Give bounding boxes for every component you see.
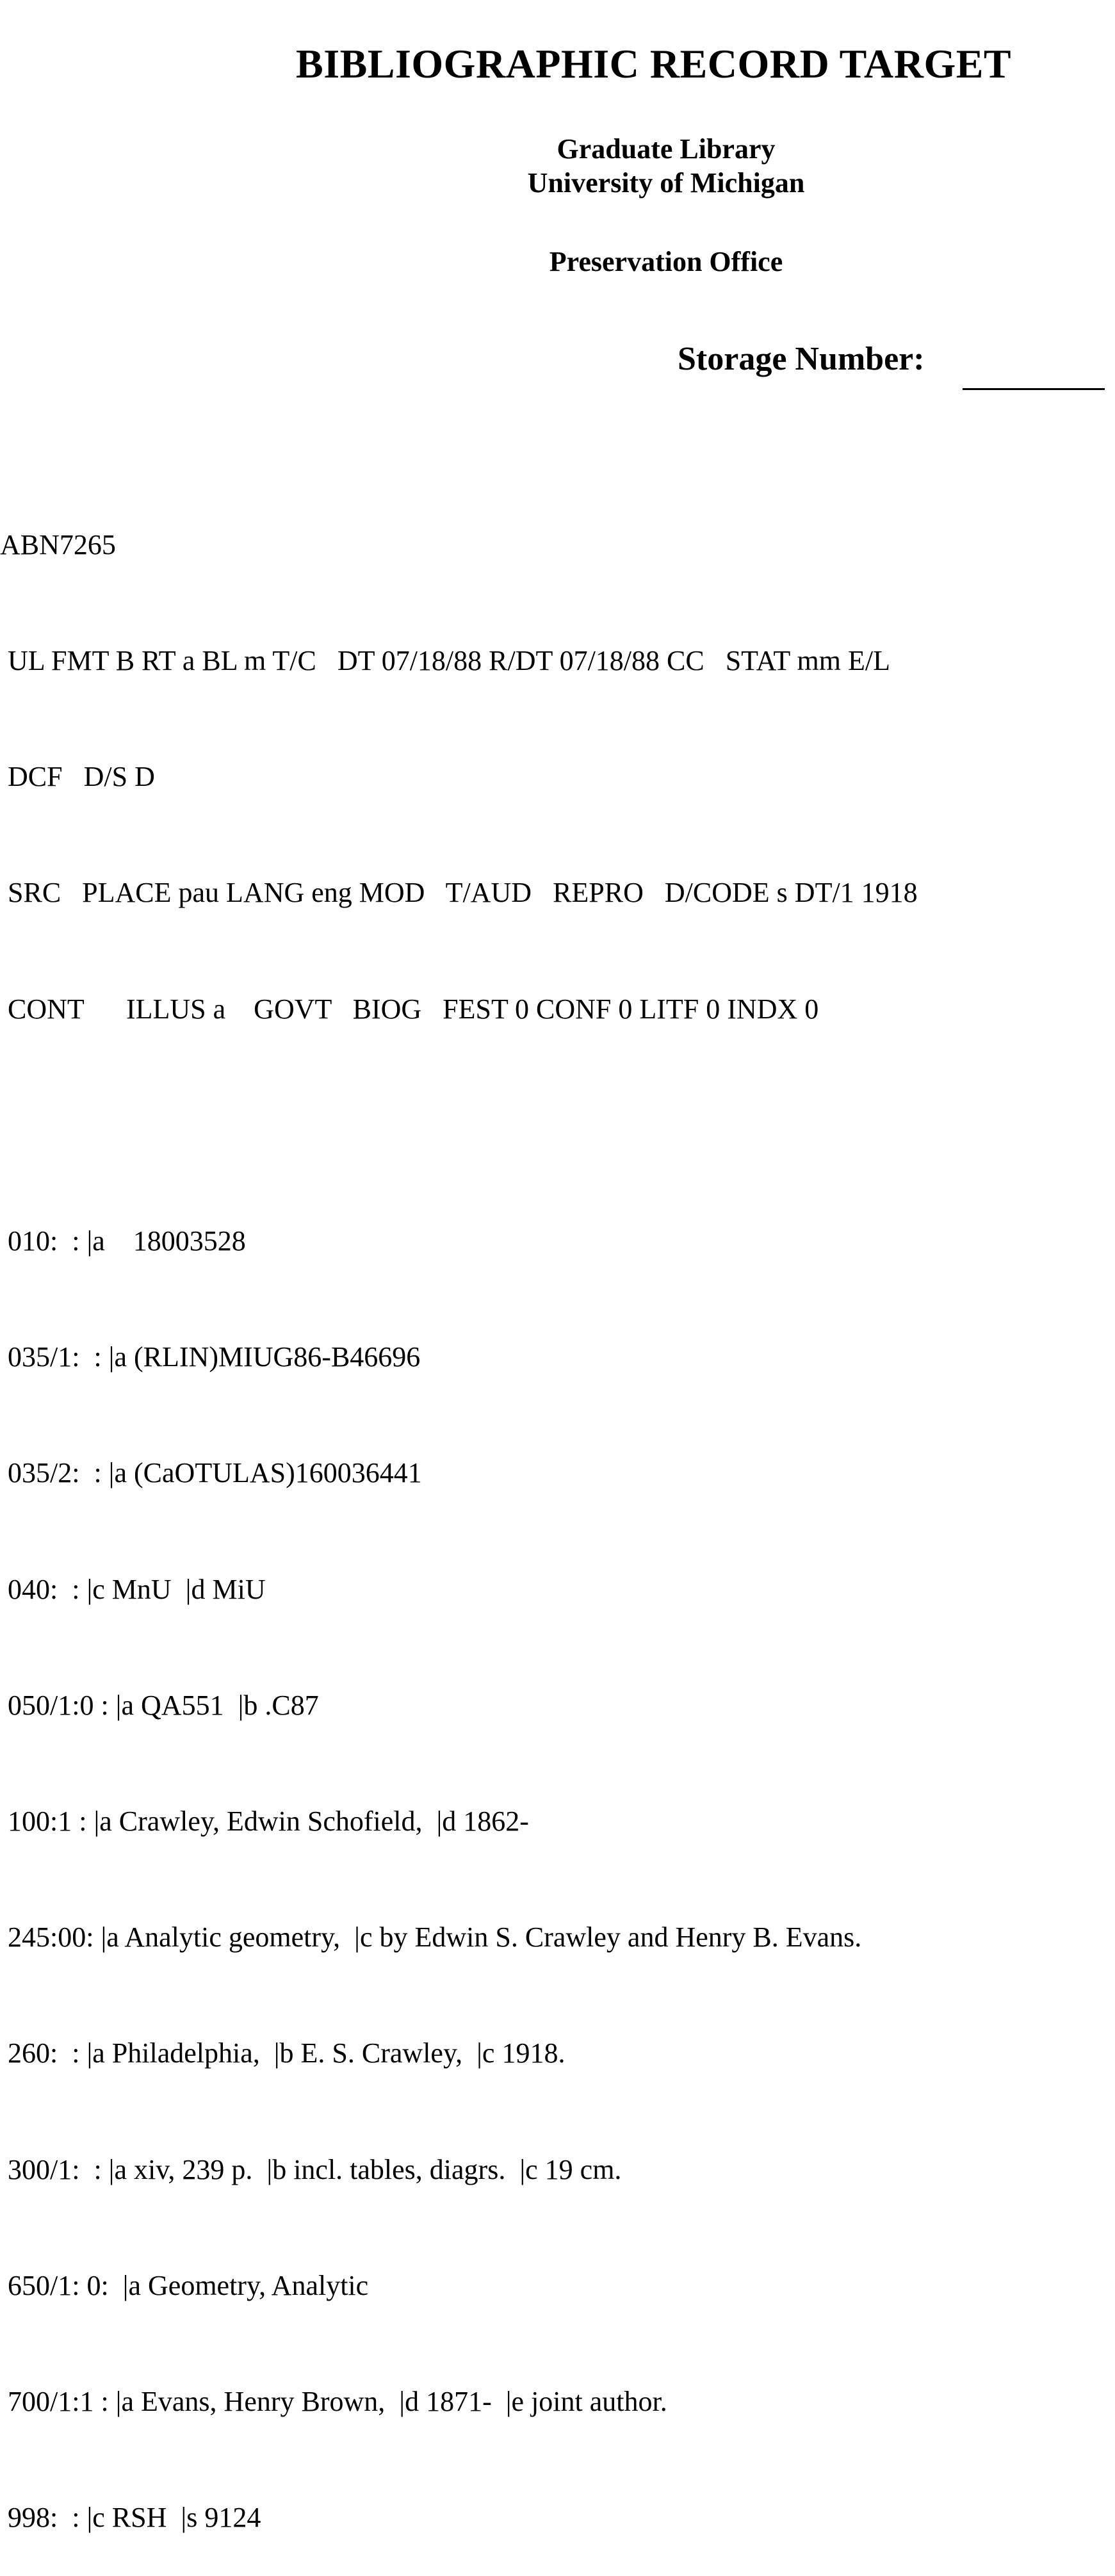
marc-field-line: 998: : |c RSH |s 9124 [8, 2502, 261, 2534]
marc-field-line: 040: : |c MnU |d MiU [8, 1573, 266, 1605]
marc-field-line: 035/2: : |a (CaOTULAS)160036441 [8, 1457, 422, 1489]
bibliographic-record [0, 448, 918, 2576]
marc-field-line: 700/1:1 : |a Evans, Henry Brown, |d 1871- |e joint author. [8, 2386, 667, 2418]
marc-field-line: 035/1: : |a (RLIN)MIUG86-B46696 [8, 1341, 421, 1373]
library-name: Graduate Library [557, 133, 776, 165]
office-name: Preservation Office [549, 246, 783, 277]
marc-field-line: 260: : |a Philadelphia, |b E. S. Crawley, |c 1918. [8, 2037, 566, 2069]
marc-field-line: 010: : |a 18003528 [8, 1225, 246, 1257]
section-gap [0, 1106, 918, 1145]
marc-field-line: 300/1: : |a xiv, 239 p. |b incl. tables, diagrs. |c 19 cm. [8, 2153, 622, 2185]
fixed-field-line: CONT ILLUS a GOVT BIOG FEST 0 CONF 0 LITF 0 INDX 0 [8, 993, 819, 1025]
page-title: BIBLIOGRAPHIC RECORD TARGET [296, 41, 1012, 86]
marc-field-line: 245:00: |a Analytic geometry, |c by Edwin S. Crawley and Henry B. Evans. [8, 1921, 862, 1953]
storage-number-blank [963, 388, 1105, 390]
marc-field-line: 650/1: 0: |a Geometry, Analytic [8, 2269, 369, 2301]
storage-number-label: Storage Number: [678, 341, 925, 377]
fixed-field-line: UL FMT B RT a BL m T/C DT 07/18/88 R/DT 07/18/88 CC STAT mm E/L [8, 645, 890, 677]
fixed-field-line: SRC PLACE pau LANG eng MOD T/AUD REPRO D/CODE s DT/1 1918 [8, 877, 918, 909]
university-name: University of Michigan [527, 167, 805, 199]
marc-field-line: 100:1 : |a Crawley, Edwin Schofield, |d 1862- [8, 1806, 529, 1838]
marc-field-line: 050/1:0 : |a QA551 |b .C87 [8, 1689, 319, 1721]
record-id: ABN7265 [0, 528, 116, 560]
fixed-field-line: DCF D/S D [8, 761, 155, 793]
